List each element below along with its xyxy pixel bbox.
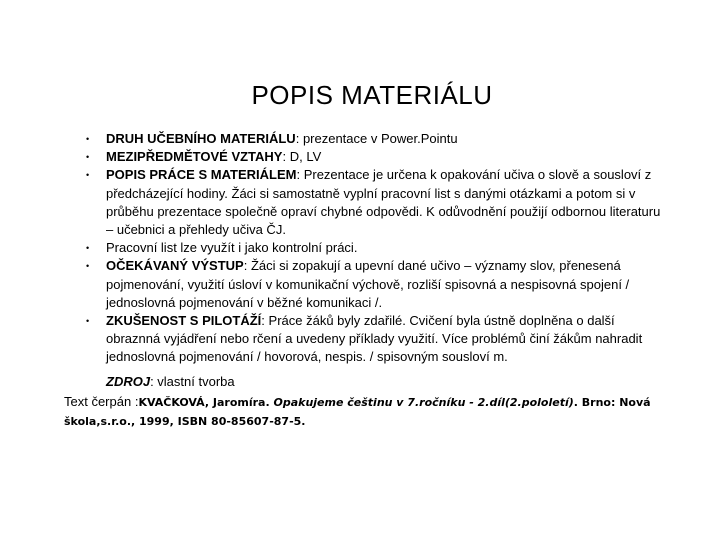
citation-rest: . Brno: Nová škola,s.r.o., 1999, ISBN 80-85607-87-5. [64, 396, 651, 428]
item-text: Pracovní list lze využít i jako kontrolní práci. [106, 240, 358, 256]
item-label: POPIS PRÁCE S MATERIÁLEM [106, 167, 297, 183]
item-text: prezentace v Power.Pointu [302, 131, 458, 146]
item-separator: : [295, 131, 303, 146]
citation [64, 393, 664, 431]
list-item-work-description [86, 166, 666, 239]
item-label: ZKUŠENOST S PILOTÁŽÍ [106, 313, 262, 329]
list-item-material-type [86, 130, 666, 148]
citation-book: Opakujeme češtinu v 7.ročníku - 2.díl(2.pololetí) [273, 396, 574, 409]
source-separator: : [150, 374, 158, 389]
item-label: OČEKÁVANÝ VÝSTUP [106, 258, 244, 274]
bullet-icon: • [86, 261, 90, 272]
item-text: D, LV [289, 149, 322, 165]
item-label: MEZIPŘEDMĚTOVÉ VZTAHY [106, 149, 283, 165]
item-separator: : [243, 258, 251, 274]
item-separator: : [282, 149, 290, 165]
bullet-icon: • [86, 134, 90, 144]
bullet-icon: • [86, 152, 90, 163]
source-line [106, 373, 235, 391]
item-label: DRUH UČEBNÍHO MATERIÁLU [106, 131, 296, 146]
item-separator: : [296, 167, 304, 183]
citation-prefix: Text čerpán : [64, 394, 139, 409]
page-title: POPIS MATERIÁLU [251, 80, 493, 110]
citation-author: KVAČKOVÁ, Jaromíra. [138, 396, 274, 409]
bullet-icon: • [86, 316, 90, 327]
list-item-pilot-experience [86, 312, 666, 367]
item-text: Práce žáků byly zdařilé. Cvičení byla ústně doplněna o další obraznná vyjádření nebo rčení a uvedeny příklady využití. Více problémů činí žákům nahradit jednoslovná pojmenování / hovorová, nespis. / spisovným sousloví m. [106, 313, 643, 365]
bullet-icon: • [86, 170, 90, 181]
source-label: ZDROJ [106, 374, 151, 389]
item-text: Žáci si zopakují a upevní dané učivo – významy slov, přenesená pojmenování, využití úsloví v komunikační výchově, rozliší spisovná a nespisovná spojení / jednoslovná pojmenování v běžné komunikaci /. [106, 258, 630, 310]
list-item-relations [86, 148, 666, 166]
description-list [86, 130, 666, 367]
source-text: vlastní tvorba [157, 374, 235, 389]
list-item-worksheet-use [86, 239, 666, 257]
bullet-icon: • [86, 243, 90, 254]
item-text: Prezentace je určena k opakování učiva o slově a sousloví z předcházející hodiny. Žáci si samostatně vyplní pracovní list s danými otázkami a potom si v průběhu prezentace společně opraví chybné odpovědi. K odůvodnění použijí odbornou literaturu – učebnici a přehledy učiva ČJ. [106, 167, 661, 238]
item-separator: : [261, 313, 269, 329]
list-item-expected-output [86, 257, 666, 312]
